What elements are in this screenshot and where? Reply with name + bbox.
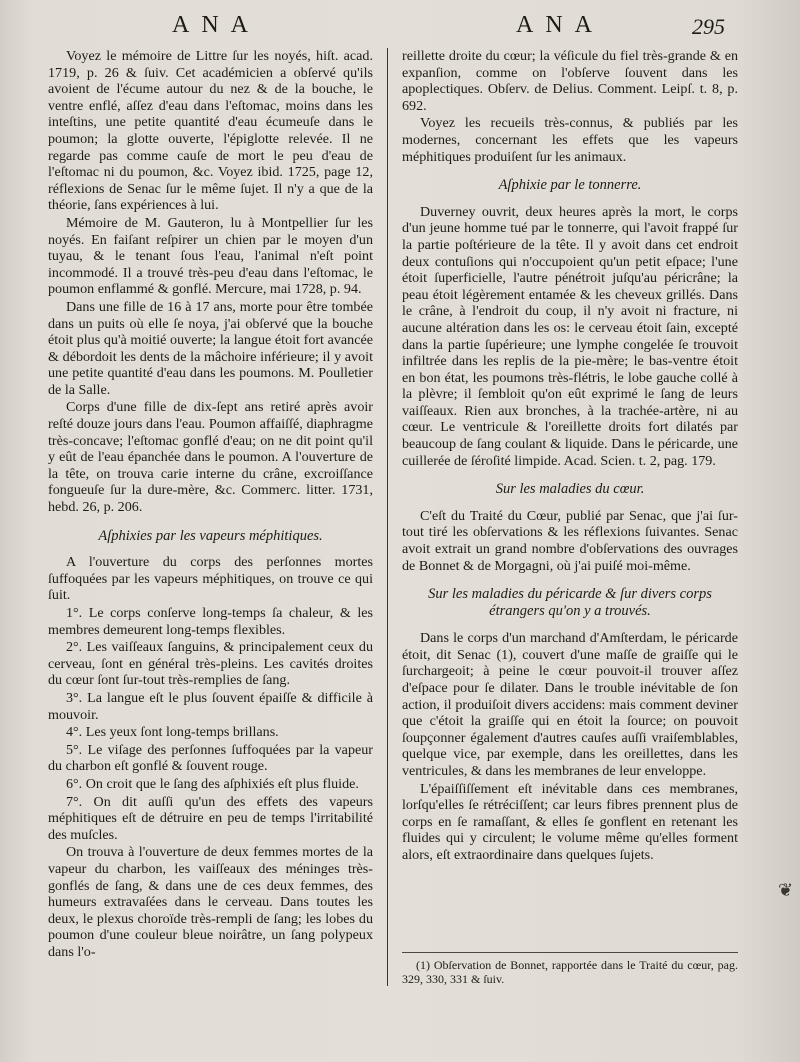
paragraph: Dans le corps d'un marchand d'Amſterdam, le péricarde étoit, dit Senac (1), couvert d'une maſſe de graiſſe qui le ſurchargeoit; à peine le cœur pouvoit-il trouver aſſez d'eſpace pour ſe dilater. Dans le trouble inévitable de ſon action, il produiſoit divers accidens: mais comment deviner que c'étoit la graiſſe qui en étoit la ſource; on pouvoit ſoupçonner également d'autres cauſes auſſi vraiſemblables, quelque vice, par exemple, dans les oreillettes, dans les ventricules, & dans les membranes de leur enveloppe.	[402, 630, 738, 779]
page-number: 295	[692, 14, 725, 39]
paragraph: 4°. Les yeux ſont long-temps brillans.	[66, 724, 279, 741]
section-heading: Sur les maladies du péricarde & ſur divers corps étrangers qu'on y a trouvés.	[428, 586, 712, 620]
paragraph: A l'ouverture du corps des perſonnes mortes ſuffoquées par les vapeurs méphitiques, on trouve ce qui ſuit.	[48, 554, 373, 604]
margin-ornament-icon: ❦	[778, 880, 794, 901]
paragraph: 6°. On croit que le ſang des aſphixiés eſt plus fluide.	[66, 775, 359, 792]
page-header	[0, 12, 800, 42]
paragraph: C'eſt du Traité du Cœur, publié par Senac, que j'ai ſur-tout tiré les obſervations & les réflexions ſuivantes. Senac avoit extrait un grand nombre d'obſervations des ouvrages de Bonnet & de Morgagni, où j'ai puiſé moi-même.	[402, 507, 738, 574]
footnote-rule	[402, 952, 738, 953]
footnote: (1) Obſervation de Bonnet, rapportée dans le Traité du cœur, pag. 329, 330, 331 & ſuiv.	[402, 958, 738, 986]
paragraph: Mémoire de M. Gauteron, lu à Montpellier ſur les noyés. En faiſant reſpirer un chien par le moyen d'un tuyau, & le tenant ſous l'eau, l'animal n'eſt point incommodé. Il a trouvé très-peu d'eau dans l'eſtomac, le poumon enflammé & gonflé. Mercure, mai 1728, p. 94.	[48, 214, 373, 298]
paragraph: Corps d'une fille de dix-ſept ans retiré après avoir reſté douze jours dans l'eau. Poumon affaiſſé, diaphragme très-concave; l'eſtomac gonflé d'eau; on ne dit point qu'il y eût de l'eau épanchée dans le poumon. A l'ouverture de la tête, on trouva carie interne du crâne, excroiſſance fongueuſe ſur la dure-mère, &c. Commerc. litter. 1731, hebd. 26, p. 206.	[48, 399, 373, 516]
paragraph: Voyez les recueils très-connus, & publiés par les modernes, concernant les effets que les vapeurs méphitiques produiſent ſur les animaux.	[402, 115, 738, 165]
section-heading: Sur les maladies du cœur.	[495, 481, 645, 498]
left-running-head: ANA	[172, 12, 260, 38]
section-heading: Aſphixies par les vapeurs méphitiques.	[98, 527, 323, 544]
paragraph: Dans une fille de 16 à 17 ans, morte pour être tombée dans un puits où elle ſe noya, j'ai obſervé que la bouche étoit plus qu'à moitié ouverte; la langue étoit fort avancée & débordoit les dents de la mâchoire inférieure; il y avoit une petite quantité d'eau dans les poumons. M. Poulletier de la Salle.	[48, 298, 373, 398]
paragraph: reillette droite du cœur; la véſicule du fiel très-grande & en expanſion, comme on l'obſerve ſouvent dans les apoplectiques. Obſerv. de Delius. Comment. Leipſ. t. 8, p. 692.	[402, 48, 738, 114]
left-column	[48, 48, 373, 960]
paragraph: Voyez le mémoire de Littre ſur les noyés, hiſt. acad. 1719, p. 26 & ſuiv. Cet académicien a obſervé qu'ils avoient de l'écume autour du nez & de la bouche, le ventre enflé, aſſez d'eau dans l'eſtomac, moins dans les inteſtins, une petite quantité d'eau écumeuſe dans le poumon; la glotte ouverte, l'épiglotte relevée. Il ne regarde pas comme cauſe de mort le peu d'eau de l'eſtomac ni du poumon, &c. Voyez ibid. 1725, page 12, réflexions de Senac ſur le même ſujet. Il n'y a que de la théorie, ſans expériences à lui.	[48, 48, 373, 214]
paragraph: 5°. Le viſage des perſonnes ſuffoquées par la vapeur du charbon eſt gonflé & ſouvent rouge.	[48, 741, 373, 775]
paragraph: On trouva à l'ouverture de deux femmes mortes de la vapeur du charbon, les vaiſſeaux des méninges très-gonflés de ſang, & dans une de ces deux femmes, des humeurs extravaſées dans le cerveau. Dans toutes les deux, le plexus choroïde très-rempli de ſang; les lobes du poumon d'une couleur bleue noirâtre, un ſang polypeux dans l'o-	[48, 844, 373, 960]
paragraph: 1°. Le corps conſerve long-temps ſa chaleur, & les membres demeurent long-temps flexibles.	[48, 605, 373, 638]
column-divider	[387, 48, 388, 986]
section-heading: Aſphixie par le tonnerre.	[498, 177, 642, 194]
paragraph: 7°. On dit auſſi qu'un des effets des vapeurs méphitiques eſt de détruire en peu de temps l'irritabilité des muſcles.	[48, 793, 373, 843]
paragraph: L'épaiſſiſſement eſt inévitable dans ces membranes, lorſqu'elles ſe rétréciſſent; car leurs fibres prennent plus de corps en ſe ramaſſant, & elles ſe gonflent en retenant les fluides qui y circulent; le volume même qu'elles forment alors, eſt extraordinaire dans quelques ſujets.	[402, 780, 738, 863]
paragraph: 3°. La langue eſt le plus ſouvent épaiſſe & difficile à mouvoir.	[48, 689, 373, 723]
paragraph: 2°. Les vaiſſeaux ſanguins, & principalement ceux du cerveau, ſont en général très-pleins. Les cavités droites du cœur ſont ſur-tout très-remplies de ſang.	[48, 639, 373, 689]
paragraph: Duverney ouvrit, deux heures après la mort, le corps d'un jeune homme tué par le tonnerre, qui l'avoit frappé ſur la partie poſtérieure de la tête. Il y avoit dans cet endroit deux contuſions qui n'occupoient qu'un petit eſpace; l'une étoit ſuperficielle, l'autre pénétroit juſqu'au péricrâne; la peau étoit légèrement entamée & les cheveux grillés. Dans le crâne, à l'endroit du coup, il n'y avoit ni fracture, ni aucune altération dans les os: le cerveau étoit ſain, excepté dans la partie ſupérieure; une lymphe congelée ſe trouvoit infiltrée dans les replis de la pie-mère; le bas-ventre étoit en bon état, les poumons très-flétris, le lobe gauche collé à la plèvre; il ſembloit qu'on eût exprimé le ſang de leurs vaiſſeaux. Rien aux bronches, à la trachée-artère, ni au cœur. Le ventricule & l'oreillette droits fort dilatés par beaucoup de ſang coulant & liquide. Dans le péricarde, une cuillerée de ſéroſité limpide. Acad. Scien. t. 2, pag. 179.	[402, 203, 738, 469]
right-running-head: ANA	[516, 12, 604, 38]
right-column	[402, 48, 738, 864]
